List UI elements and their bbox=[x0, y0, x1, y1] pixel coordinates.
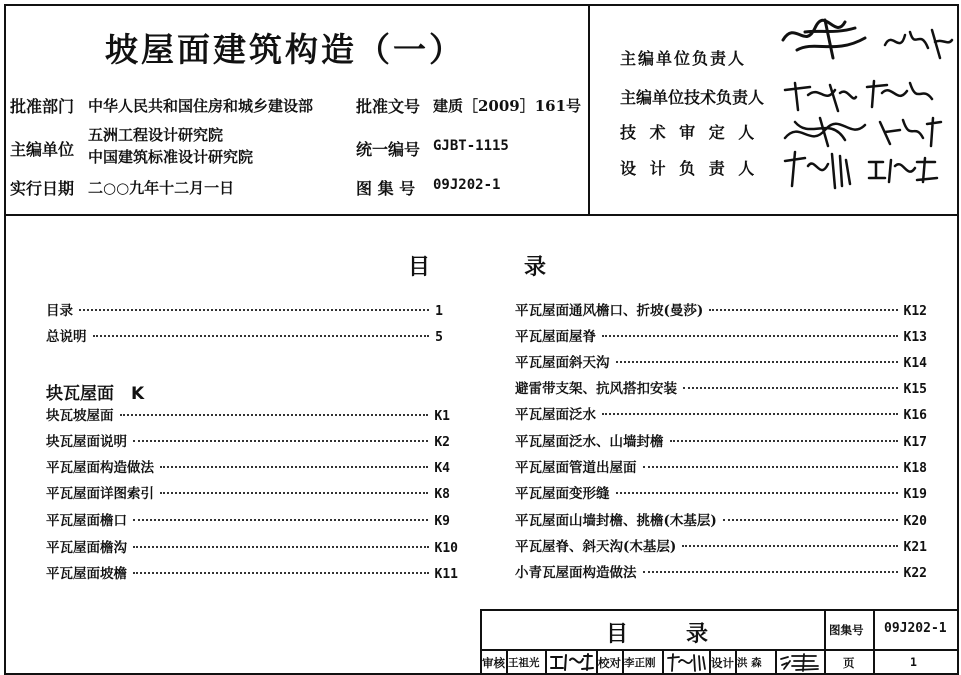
dot-leader bbox=[670, 440, 898, 442]
dot-leader bbox=[133, 440, 428, 442]
check-label: 校对 bbox=[598, 656, 621, 670]
design-name: 洪 森 bbox=[737, 657, 762, 669]
dot-leader bbox=[93, 335, 430, 337]
toc-item-page: K14 bbox=[903, 356, 927, 371]
title-block-vline-2 bbox=[873, 609, 875, 675]
unified-no-label: 统一编号 bbox=[356, 140, 421, 159]
toc-item-title: 目录 bbox=[46, 303, 73, 319]
toc-item-title: 小青瓦屋面构造做法 bbox=[515, 565, 637, 581]
toc-link-k14[interactable] bbox=[515, 351, 927, 371]
atlas-no-label: 图 集 号 bbox=[356, 179, 416, 198]
toc-link-k4[interactable] bbox=[46, 456, 450, 476]
review-label: 审核 bbox=[482, 656, 505, 670]
atlas-no-value-tb: 09J202-1 bbox=[884, 621, 947, 636]
atlas-no-label-tb: 图集号 bbox=[829, 623, 864, 637]
signature-2a bbox=[780, 75, 860, 115]
check-name: 李正刚 bbox=[624, 657, 656, 669]
drawing-name-right: 录 bbox=[686, 622, 709, 647]
tb-sep-h bbox=[775, 649, 777, 675]
toc-item-page: K18 bbox=[903, 461, 927, 476]
toc-item-title: 平瓦屋面泛水、山墙封檐 bbox=[515, 434, 664, 450]
toc-link-k18[interactable] bbox=[515, 456, 927, 476]
dot-leader bbox=[683, 387, 898, 389]
dot-leader bbox=[133, 572, 429, 574]
toc-item-page: K11 bbox=[434, 567, 458, 582]
toc-item-page: K21 bbox=[903, 540, 927, 555]
dot-leader bbox=[616, 361, 898, 363]
toc-item-title: 平瓦屋面管道出屋面 bbox=[515, 460, 637, 476]
toc-item-page: K9 bbox=[434, 514, 450, 529]
drawing-name-left: 目 bbox=[606, 622, 629, 647]
dot-leader bbox=[723, 519, 898, 521]
tb-sep-b bbox=[545, 649, 547, 675]
toc-item-title: 平瓦屋面通风檐口、折坡(曼莎) bbox=[515, 303, 704, 319]
resp-label-3: 技 术 审 定 人 bbox=[620, 123, 759, 142]
toc-item-title: 平瓦屋面变形缝 bbox=[515, 486, 610, 502]
toc-item-page: 1 bbox=[435, 304, 443, 319]
toc-item-page: 5 bbox=[435, 330, 443, 345]
toc-item-title: 平瓦屋面檐沟 bbox=[46, 540, 127, 556]
resp-label-4: 设 计 负 责 人 bbox=[620, 159, 759, 178]
chief-editor-label: 主编单位 bbox=[10, 140, 75, 159]
toc-item-page: K1 bbox=[434, 409, 450, 424]
toc-link-general-notes[interactable] bbox=[46, 325, 443, 345]
section-heading: 块瓦屋面 K bbox=[46, 384, 145, 404]
dot-leader bbox=[643, 571, 898, 573]
review-name: 王祖光 bbox=[508, 657, 540, 669]
toc-item-title: 平瓦屋面屋脊 bbox=[515, 329, 596, 345]
toc-link-k1[interactable] bbox=[46, 404, 450, 424]
signature-3a bbox=[780, 110, 870, 150]
tb-sep-e bbox=[662, 649, 664, 675]
toc-item-page: K10 bbox=[434, 541, 458, 556]
toc-link-k13[interactable] bbox=[515, 325, 927, 345]
toc-item-title: 平瓦屋面檐口 bbox=[46, 513, 127, 529]
page-title: 坡屋面建筑构造（一） bbox=[105, 30, 465, 69]
toc-item-page: K4 bbox=[434, 461, 450, 476]
atlas-no-value: 09J202-1 bbox=[433, 177, 501, 193]
toc-item-page: K20 bbox=[903, 514, 927, 529]
chief-editor-value-1: 五洲工程设计研究院 bbox=[88, 126, 224, 144]
header-vertical-divider bbox=[588, 4, 590, 215]
toc-item-page: K12 bbox=[903, 304, 927, 319]
page-label: 页 bbox=[843, 656, 855, 670]
signature-1b bbox=[880, 20, 955, 65]
toc-item-title: 块瓦屋面说明 bbox=[46, 434, 127, 450]
toc-item-title: 平瓦屋面泛水 bbox=[515, 407, 596, 423]
dot-leader bbox=[120, 414, 429, 416]
toc-item-page: K15 bbox=[903, 382, 927, 397]
toc-link-k12[interactable] bbox=[515, 299, 927, 319]
dot-leader bbox=[133, 546, 429, 548]
toc-item-title: 块瓦坡屋面 bbox=[46, 408, 114, 424]
dot-leader bbox=[616, 492, 898, 494]
toc-link-k16[interactable] bbox=[515, 403, 927, 423]
approval-dept-label: 批准部门 bbox=[10, 97, 75, 116]
toc-link-k11[interactable] bbox=[46, 562, 458, 582]
toc-link-k9[interactable] bbox=[46, 509, 450, 529]
toc-item-page: K19 bbox=[903, 487, 927, 502]
resp-label-1: 主编单位负责人 bbox=[620, 49, 747, 68]
design-label: 设计 bbox=[711, 656, 734, 670]
toc-link-k2[interactable] bbox=[46, 430, 450, 450]
signature-2b bbox=[862, 75, 937, 113]
toc-item-page: K2 bbox=[434, 435, 450, 450]
page-value: 1 bbox=[910, 655, 917, 669]
toc-link-k10[interactable] bbox=[46, 536, 458, 556]
toc-item-title: 避雷带支架、抗风搭扣安装 bbox=[515, 381, 677, 397]
dot-leader bbox=[682, 545, 897, 547]
toc-item-page: K8 bbox=[434, 487, 450, 502]
approval-doc-label: 批准文号 bbox=[356, 97, 421, 116]
toc-item-title: 总说明 bbox=[46, 329, 87, 345]
toc-item-title: 平瓦屋脊、斜天沟(木基层) bbox=[515, 539, 677, 555]
toc-heading-right: 录 bbox=[524, 255, 547, 280]
signature-1a bbox=[775, 10, 875, 65]
toc-link-k17[interactable] bbox=[515, 430, 927, 450]
toc-item-title: 平瓦屋面坡檐 bbox=[46, 566, 127, 582]
toc-link-contents[interactable] bbox=[46, 299, 443, 319]
effective-date-value: 二○○九年十二月一日 bbox=[88, 179, 235, 197]
dot-leader bbox=[602, 335, 898, 337]
toc-link-k15[interactable] bbox=[515, 377, 927, 397]
unified-no-value: GJBT-1115 bbox=[433, 138, 509, 154]
toc-link-k22[interactable] bbox=[515, 561, 927, 581]
toc-item-title: 平瓦屋面详图索引 bbox=[46, 486, 154, 502]
dot-leader bbox=[160, 492, 428, 494]
approval-doc-value: 建质［2009］161号 bbox=[433, 97, 582, 115]
dot-leader bbox=[643, 466, 898, 468]
toc-link-k19[interactable] bbox=[515, 482, 927, 502]
toc-item-page: K13 bbox=[903, 330, 927, 345]
toc-link-k20[interactable] bbox=[515, 509, 927, 529]
toc-heading-left: 目 bbox=[408, 255, 431, 280]
dot-leader bbox=[133, 519, 428, 521]
dot-leader bbox=[709, 309, 897, 311]
effective-date-label: 实行日期 bbox=[10, 179, 75, 198]
approval-dept-value: 中华人民共和国住房和城乡建设部 bbox=[88, 97, 314, 115]
toc-item-page: K17 bbox=[903, 435, 927, 450]
toc-item-title: 平瓦屋面山墙封檐、挑檐(木基层) bbox=[515, 513, 717, 529]
toc-link-k8[interactable] bbox=[46, 482, 450, 502]
chief-editor-value-2: 中国建筑标准设计研究院 bbox=[88, 148, 254, 166]
signature-4b bbox=[865, 152, 940, 187]
resp-label-2: 主编单位技术负责人 bbox=[620, 88, 765, 107]
header-divider bbox=[4, 214, 959, 216]
review-signature bbox=[548, 651, 594, 673]
check-signature bbox=[665, 651, 707, 673]
signature-3b bbox=[875, 112, 945, 150]
design-signature bbox=[778, 651, 822, 673]
toc-item-page: K16 bbox=[903, 408, 927, 423]
dot-leader bbox=[79, 309, 429, 311]
dot-leader bbox=[160, 466, 428, 468]
signature-4a bbox=[780, 146, 855, 191]
title-block-vline-1 bbox=[824, 609, 826, 675]
toc-item-title: 平瓦屋面构造做法 bbox=[46, 460, 154, 476]
toc-link-k21[interactable] bbox=[515, 535, 927, 555]
toc-item-page: K22 bbox=[903, 566, 927, 581]
dot-leader bbox=[602, 413, 898, 415]
toc-item-title: 平瓦屋面斜天沟 bbox=[515, 355, 610, 371]
